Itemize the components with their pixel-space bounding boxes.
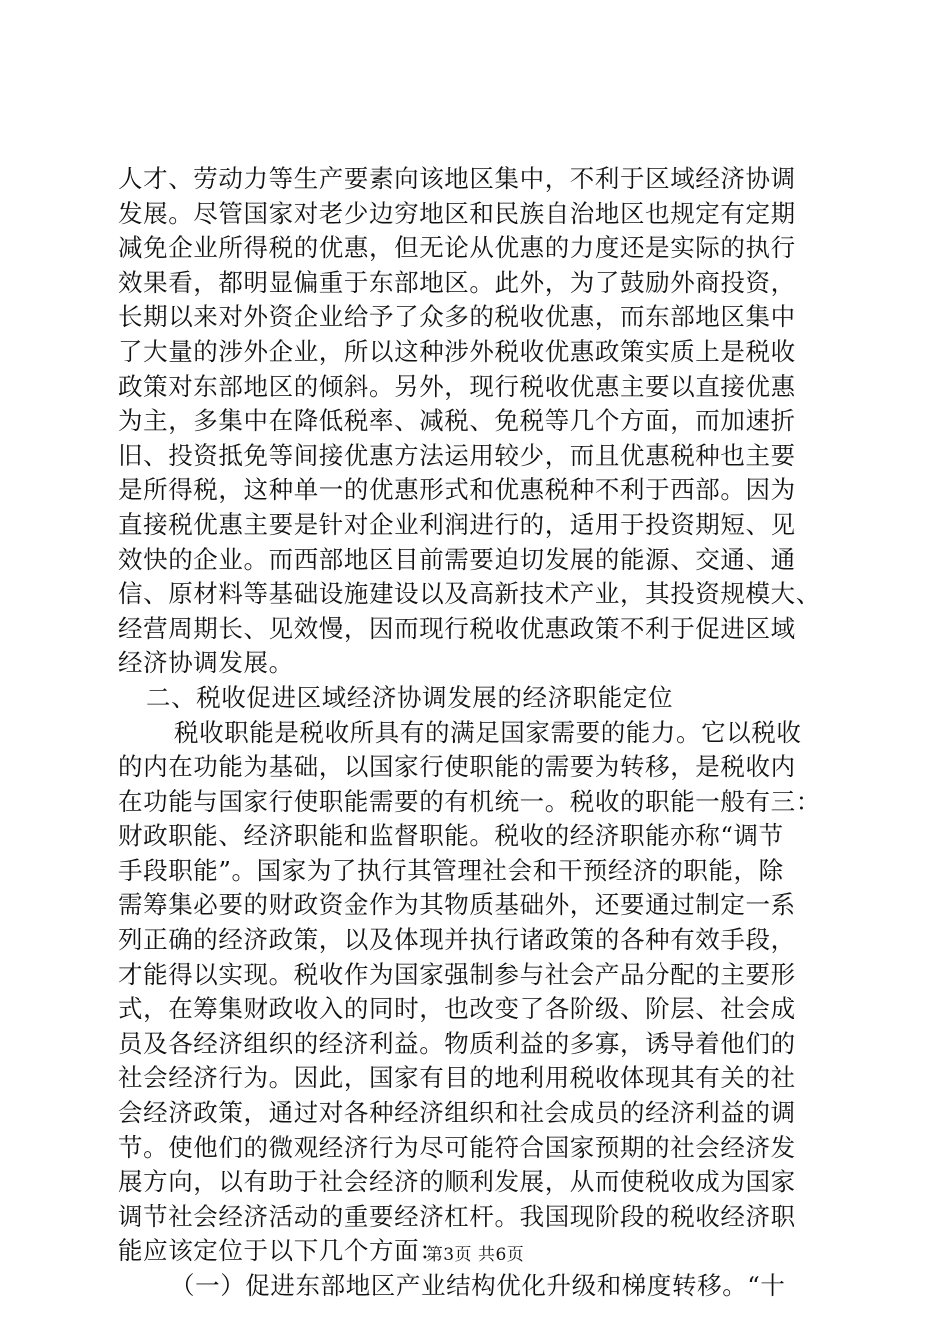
text-line: 才能得以实现。税收作为国家强制参与社会产品分配的主要形 [118, 959, 796, 989]
text-line: 人才、劳动力等生产要素向该地区集中，不利于区域经济协调 [118, 164, 796, 193]
text-line: 节。使他们的微观经济行为尽可能符合国家预期的社会经济发 [118, 1132, 796, 1162]
text-line: 旧、投资抵免等间接优惠方法运用较少，而且优惠税种也主要 [118, 440, 796, 470]
text-line: 列正确的经济政策，以及体现并执行诸政策的各种有效手段， [118, 925, 796, 955]
text-line: 发展。尽管国家对老少边穷地区和民族自治地区也规定有定期 [118, 198, 796, 228]
text-line: 信、原材料等基础设施建设以及高新技术产业，其投资规模大、 [118, 579, 821, 609]
body-text [118, 162, 834, 1304]
text-line: 为主，多集中在降低税率、减税、免税等几个方面，而加速折 [118, 406, 796, 436]
text-line: 展方向，以有助于社会经济的顺利发展，从而使税收成为国家 [118, 1167, 796, 1197]
text-line: 式，在筹集财政收入的同时，也改变了各阶级、阶层、社会成 [118, 994, 796, 1024]
text-line: 效果看，都明显偏重于东部地区。此外，为了鼓励外商投资， [118, 267, 796, 297]
text-line: 手段职能”。国家为了执行其管理社会和干预经济的职能，除 [118, 855, 784, 885]
text-line: 长期以来对外资企业给予了众多的税收优惠，而东部地区集中 [118, 302, 796, 332]
text-line: 员及各经济组织的经济利益。物质利益的多寡，诱导着他们的 [118, 1028, 796, 1058]
page-number-footer: 第3页 共6页 [425, 1245, 525, 1265]
text-line: 了大量的涉外企业，所以这种涉外税收优惠政策实质上是税收 [118, 336, 796, 366]
text-line: 的内在功能为基础，以国家行使职能的需要为转移，是税收内 [118, 752, 796, 782]
text-line: 能应该定位于以下几个方面： [118, 1236, 445, 1266]
text-line: 社会经济行为。因此，国家有目的地利用税收体现其有关的社 [118, 1063, 796, 1093]
text-line: 效快的企业。而西部地区目前需要迫切发展的能源、交通、通 [118, 544, 796, 574]
text-line: 经营周期长、见效慢，因而现行税收优惠政策不利于促进区域 [118, 613, 796, 643]
text-line: 财政职能、经济职能和监督职能。税收的经济职能亦称“调节 [118, 821, 784, 851]
section-heading: 二、税收促进区域经济协调发展的经济职能定位 [146, 682, 674, 712]
text-line: 需筹集必要的财政资金作为其物质基础外，还要通过制定一系 [118, 890, 796, 920]
text-line: 在功能与国家行使职能需要的有机统一。税收的职能一般有三： [118, 786, 821, 816]
text-line: 减免企业所得税的优惠，但无论从优惠的力度还是实际的执行 [118, 233, 796, 263]
text-line: 经济协调发展。 [118, 648, 294, 678]
text-line: 政策对东部地区的倾斜。另外，现行税收优惠主要以直接优惠 [118, 371, 796, 401]
text-line: 会经济政策，通过对各种经济组织和社会成员的经济利益的调 [118, 1098, 796, 1128]
subsection-heading: （一）促进东部地区产业结构优化升级和梯度转移。“十 [170, 1271, 786, 1300]
text-line: 直接税优惠主要是针对企业利润进行的，适用于投资期短、见 [118, 509, 796, 539]
text-line: 调节社会经济活动的重要经济杠杆。我国现阶段的税收经济职 [118, 1201, 796, 1231]
text-line: 是所得税，这种单一的优惠形式和优惠税种不利于西部。因为 [118, 475, 796, 505]
paragraph-first-line: 税收职能是税收所具有的满足国家需要的能力。它以税收 [174, 717, 802, 747]
